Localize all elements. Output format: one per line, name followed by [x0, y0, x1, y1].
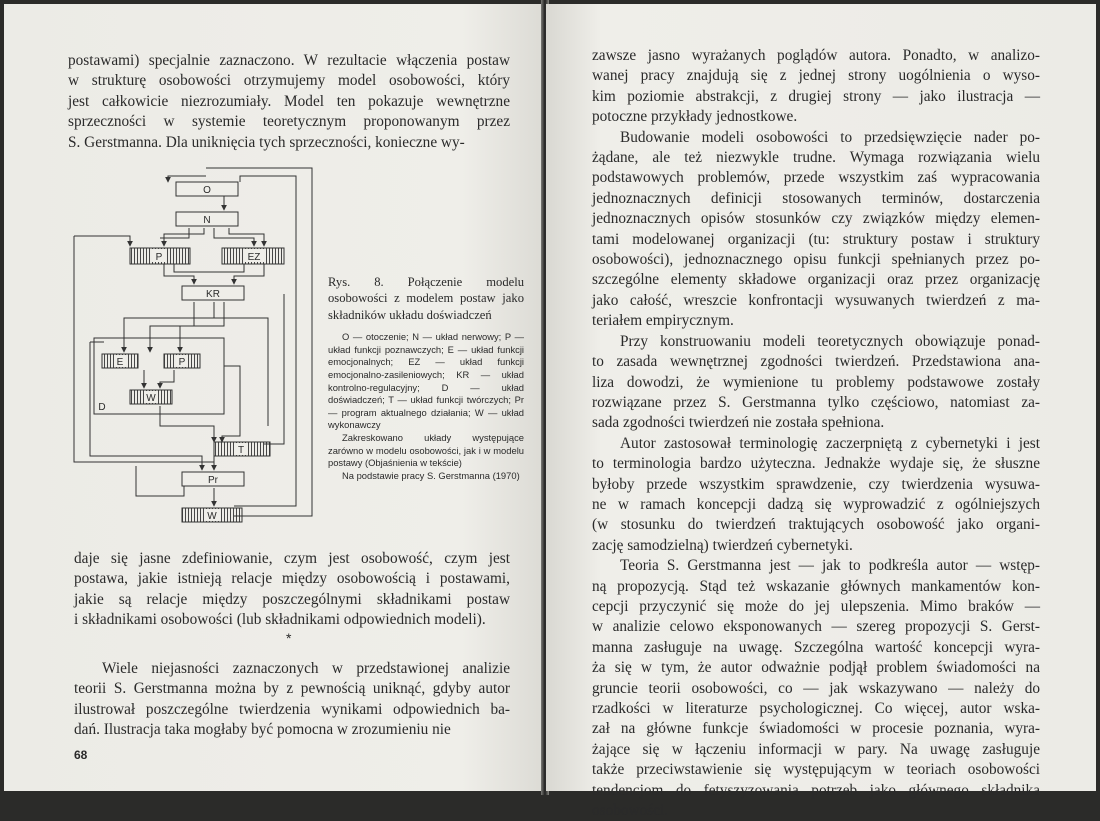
- caption-note-2: Na podstawie pracy S. Gerstmanna (1970): [342, 469, 520, 481]
- text-line: rzadkości w literaturze psychologicznej. Co więcej, autor wska-: [592, 700, 1040, 717]
- diagram-label-n: N: [203, 215, 211, 226]
- text-line: Przy konstruowaniu modeli teoretycznych obowiązuje ponad-: [620, 332, 1040, 350]
- text-line: także przeciwstawienie się występującym w teoriach osobowości: [592, 761, 1040, 779]
- text-line: ilustrował poszczególne twierdzenia wynikami odpowiednich ba-: [74, 700, 510, 718]
- text-line: tami modelowanej organizacji (tu: struktury postaw i struktury: [592, 230, 1040, 248]
- text-line: Autor zastosował terminologię zaczerpniętą z cybernetyki i jest: [620, 434, 1040, 452]
- text-line: (w stosunku do twierdzeń traktujących osobowość jako organi-: [592, 516, 1040, 534]
- text-line: jednoznacznych definicji stosowanych terminów, dostarczenia: [592, 189, 1040, 207]
- text-line: jako całość, wreszcie konfrontacji wysuwanych twierdzeń z ma-: [592, 291, 1040, 309]
- text-line: S. Gerstmanna. Dla uniknięcia tych sprzeczności, konieczne wy-: [68, 133, 465, 151]
- text-line: tendencjom do fetyszyzowania potrzeb jako głównego składnika: [592, 781, 1040, 799]
- text-line: to terminologia bardzo użyteczna. Jednakże wydaje się, że słuszne: [592, 455, 1040, 473]
- caption-title: Rys. 8. Połączenie modelu osobowości z modelem postaw jako składników układu doświadczeń: [328, 275, 524, 322]
- text-line: liza dowodzi, że wymienione tu problemy podstawowe zostały: [592, 373, 1040, 391]
- text-line: Teoria S. Gerstmanna jest — jak to podkreśla autor — wstęp-: [620, 557, 1040, 575]
- text-line: potoczne przykłady jednostkowe.: [592, 108, 798, 126]
- left-paragraph-1: [68, 51, 510, 153]
- text-line: teorii S. Gerstmanna można by z pewnością uniknąć, gdyby autor: [74, 680, 510, 698]
- text-line: postawa, jakie istnieją relacje między osobowością i postawami,: [74, 570, 510, 588]
- text-line: jednoznacznych opisów stosunków czy związków między elemen-: [592, 210, 1040, 228]
- text-line: w analizie celowo eksponowanych — szereg propozycji S. Gerst-: [592, 618, 1040, 636]
- right-page-text: [592, 46, 1040, 821]
- right-page: [546, 4, 1096, 820]
- text-line: manna zasługuje na uwagę. Szczególna wartość koncepcji wyra-: [592, 638, 1040, 656]
- diagram-label-ez: EZ: [247, 252, 261, 263]
- caption-note-1: Zakreskowano układy występujące zarówno w modelu osobowości, jak i w modelu postawy (Objaśnienia w tekście): [328, 431, 524, 469]
- right-paragraph: [592, 556, 1040, 821]
- text-line: rozwiązane przez S. Gerstmanna tylko częściowo, natomiast za-: [592, 393, 1040, 411]
- caption-legend: O — otoczenie; N — układ nerwowy; P — układ funkcji poznawczych; E — układ funkcji emocjonalnych; EZ — układ funkcji emocjonalno-zasileniowych; KR — układ kontrolno-regulacyjny; D — układ doświadczeń; T — układ funkcji twórczych; Pr — program aktualnego działania; W — układ wykonawczy: [328, 331, 524, 431]
- text-line: gruncie teorii osobowości, co — jak wskazywano — należy do: [592, 679, 1040, 697]
- text-line: zawsze jasno wyrażanych poglądów autora. Ponadto, w analizo-: [592, 47, 1040, 64]
- diagram-label-pr: Pr: [208, 475, 218, 486]
- text-line: żądane, ale też niezwykle trudne. Wymaga rozwiązania wielu: [592, 149, 1040, 167]
- text-line: ne w ramach koncepcji dadzą się wyprowadzić z ogólniejszych: [592, 495, 1040, 513]
- right-paragraph: [592, 434, 1040, 556]
- diagram-label-p: P: [155, 252, 163, 263]
- text-line: ną propozycją. Stąd też wskazanie głównych mankamentów kon-: [592, 577, 1040, 595]
- text-line: postawami) specjalnie zaznaczono. W rezultacie włączenia postaw: [68, 52, 510, 69]
- diagram-label-kr: KR: [206, 289, 220, 300]
- diagram-label-p2: P: [178, 357, 186, 368]
- text-line: szczególne elementy składowe organizacji oraz przez organizację: [592, 271, 1040, 289]
- text-line: kim poziomie abstrakcji, z drugiej strony — jako ilustracja —: [592, 87, 1040, 105]
- left-paragraph-3: [74, 659, 510, 741]
- section-separator: *: [286, 630, 292, 646]
- diagram-label-d: D: [98, 402, 106, 413]
- caption-legend-block: [328, 331, 524, 482]
- text-line: to zasada wewnętrznej zgodności twierdzeń. Przedstawiona ana-: [592, 353, 1040, 371]
- text-line: zację samodzielną) twierdzeń cybernetyki.: [592, 536, 853, 554]
- right-paragraph: [592, 332, 1040, 434]
- left-page: [4, 4, 543, 791]
- left-paragraph-2: [74, 549, 510, 631]
- text-line: Budowanie modeli osobowości to przedsięwzięcie nader po-: [620, 128, 1040, 146]
- page-number: 68: [74, 748, 88, 762]
- text-line: jakie są relacje między poszczególnymi składnikami postaw: [74, 590, 510, 608]
- diagram-label-w2: W: [207, 511, 217, 522]
- diagram-figure-8: [64, 166, 364, 526]
- text-line: sada zgodności twierdzeń nie została spełniona.: [592, 414, 885, 432]
- right-paragraph: [592, 128, 1040, 332]
- text-line: zał na główne funkcje świadomości w procesie poznania, wyra-: [592, 720, 1040, 738]
- text-line: podstawowych problemów, przede wszystkim zaś wypracowania: [592, 169, 1040, 187]
- text-line: żające się w łączeniu informacji w pary. Na uwagę zasługuje: [592, 740, 1040, 758]
- text-line: sprzeczności w systemie teoretycznym proponowanym przez: [68, 113, 510, 131]
- text-line: Wiele niejasności zaznaczonych w przedstawionej analizie: [102, 660, 510, 677]
- text-line: byłoby przede wszystkim sprawdzenie, czy twierdzenia wysuwa-: [592, 475, 1040, 493]
- text-line: teriałem empirycznym.: [592, 312, 734, 330]
- text-line: wanej pracy znajdują się z jednej strony uogólnienia o wyso-: [592, 67, 1040, 85]
- text-line: ża się w tym, że autor odważnie podjął problem świadomości na: [592, 659, 1040, 677]
- text-line: w strukturę osobowości otrzymujemy model osobowości, który: [68, 72, 510, 90]
- text-line: dań. Ilustracja taka mogłaby być pomocna w zrozumieniu nie: [74, 721, 451, 739]
- diagram-label-e: E: [116, 357, 124, 368]
- text-line: cepcji przyczynić się może do jej ulepszenia. Mimo braków —: [592, 597, 1040, 615]
- text-line: jest całkowicie niezrozumiały. Model ten pokazuje wewnętrzne: [68, 92, 510, 110]
- text-line: daje się jasne zdefiniowanie, czym jest osobowość, czym jest: [74, 550, 510, 567]
- diagram-label-t: T: [237, 445, 245, 456]
- diagram-label-o: O: [203, 185, 211, 196]
- figure-caption: [328, 274, 524, 482]
- text-line: osobowości.: [592, 802, 669, 820]
- text-line: i składnikami osobowości (lub składnikami odpowiednich modeli).: [74, 611, 486, 629]
- right-paragraph: [592, 46, 1040, 128]
- diagram-label-w1: W: [146, 393, 156, 404]
- text-line: osobowości), jednoznacznego opisu funkcji spełnianych przez po-: [592, 251, 1040, 269]
